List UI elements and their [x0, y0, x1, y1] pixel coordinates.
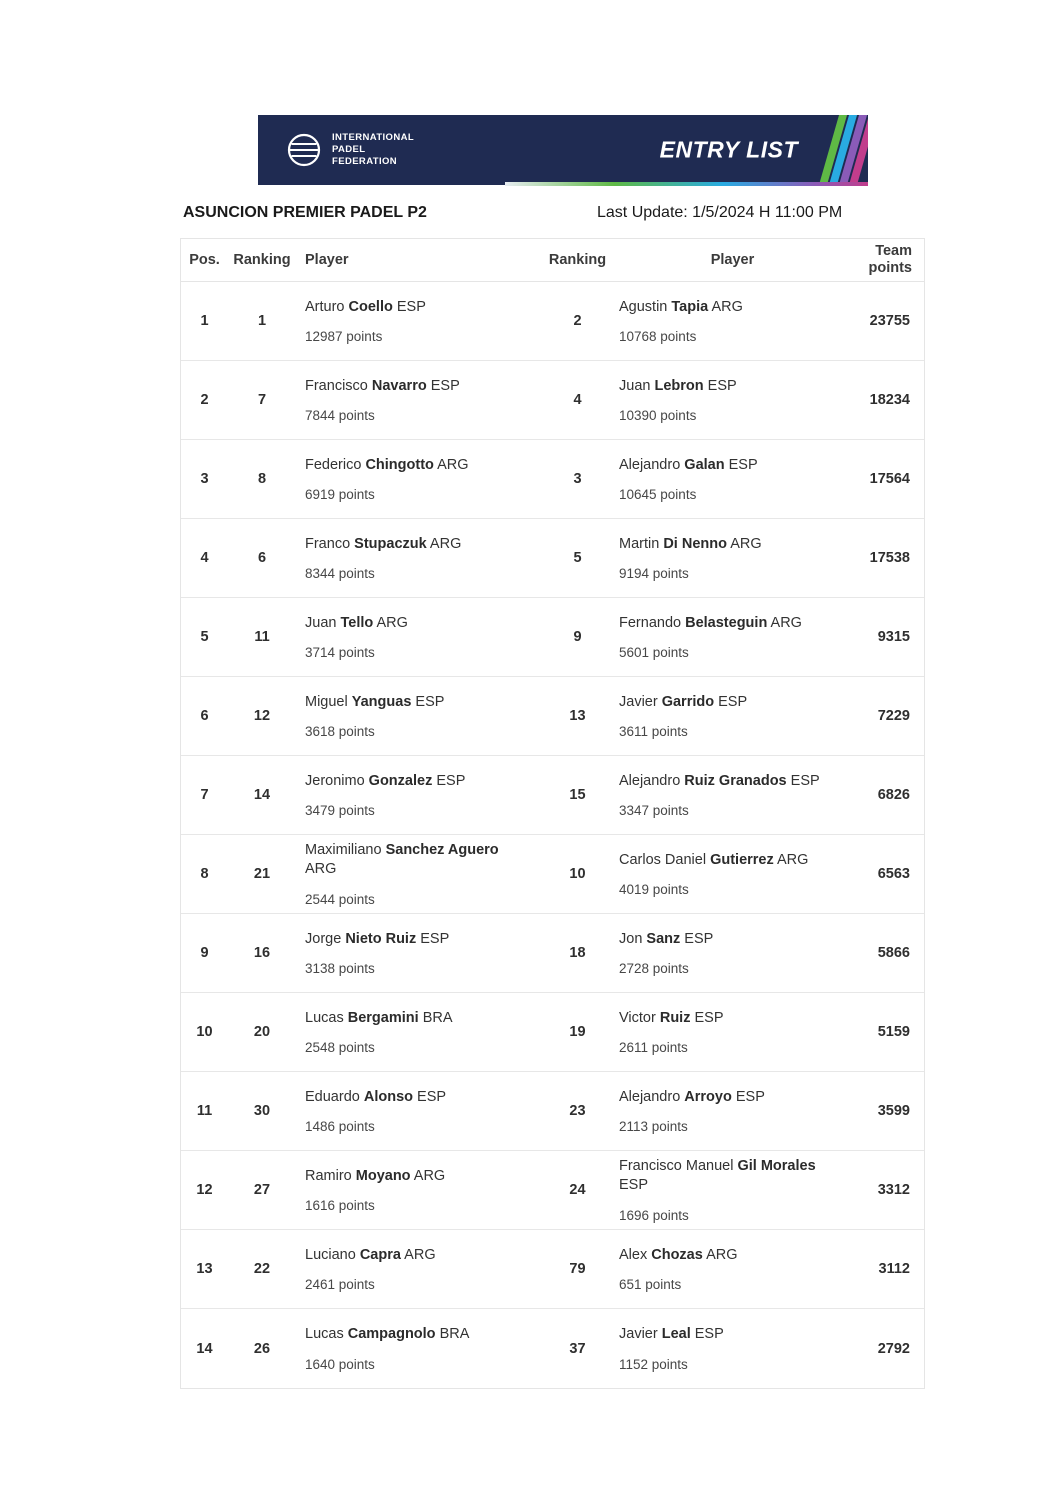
- player2-ranking: 24: [569, 1182, 586, 1198]
- player2-points: 10390 points: [619, 408, 697, 424]
- player2-cell: [611, 756, 854, 834]
- player1-ranking: 7: [257, 392, 267, 408]
- player1-country: ARG: [429, 535, 462, 552]
- team-points-value: 2792: [877, 1340, 910, 1357]
- player2-cell: [611, 1230, 854, 1308]
- player2-name: [619, 772, 840, 791]
- player1-cell: [296, 598, 544, 676]
- player2-points: 3611 points: [619, 724, 688, 740]
- player2-first-name: Jon: [619, 930, 643, 947]
- player1-country: BRA: [422, 1009, 453, 1026]
- player2-last-name: Gutierrez: [710, 851, 774, 868]
- position-value: 9: [200, 945, 209, 961]
- player2-ranking: 4: [573, 392, 582, 408]
- player1-ranking: 16: [253, 945, 271, 961]
- player2-first-name: Alejandro: [619, 456, 681, 473]
- player2-name: [619, 298, 840, 317]
- player1-ranking: 11: [254, 629, 270, 645]
- player2-name: [619, 693, 840, 712]
- player2-first-name: Alejandro: [619, 772, 681, 789]
- player1-last-name: Campagnolo: [347, 1326, 436, 1343]
- player1-name: [305, 1088, 530, 1107]
- player2-ranking: 23: [569, 1103, 586, 1119]
- player1-ranking: 8: [257, 471, 267, 487]
- player1-points: 3714 points: [305, 645, 375, 661]
- tournament-title: ASUNCION PREMIER PADEL P2: [183, 204, 427, 221]
- player2-ranking: 2: [573, 313, 582, 329]
- player1-last-name: Stupaczuk: [354, 535, 427, 552]
- player1-points: 3618 points: [305, 724, 375, 740]
- team-points-value: 9315: [877, 629, 910, 645]
- player1-country: ESP: [420, 930, 450, 947]
- table-row: [181, 1151, 924, 1230]
- player2-last-name: Sanz: [646, 930, 681, 947]
- player1-cell: [296, 677, 544, 755]
- header-pos: Pos.: [189, 251, 220, 268]
- player2-cell: [611, 993, 854, 1071]
- player2-cell: [611, 914, 854, 992]
- table-row: [181, 1309, 924, 1388]
- player1-country: ESP: [417, 1088, 447, 1105]
- player1-cell: [296, 914, 544, 992]
- player1-first-name: Jorge: [305, 930, 342, 947]
- position-value: 6: [200, 708, 209, 724]
- player1-name: [305, 841, 530, 879]
- player1-last-name: Chingotto: [365, 456, 434, 473]
- player2-last-name: Ruiz Granados: [684, 772, 787, 789]
- player2-points: 2611 points: [619, 1040, 688, 1056]
- player2-country: ESP: [619, 1177, 649, 1193]
- player2-name: [619, 851, 840, 870]
- player1-country: ARG: [376, 614, 408, 631]
- player2-points: 1152 points: [619, 1356, 688, 1372]
- player2-cell: [611, 519, 854, 597]
- player2-country: ESP: [684, 930, 714, 947]
- position-value: 12: [196, 1182, 213, 1198]
- header-ranking-2: Ranking: [548, 251, 607, 268]
- player2-country: ARG: [706, 1246, 738, 1263]
- player1-points: 1616 points: [305, 1198, 375, 1214]
- player2-name: [619, 1325, 840, 1344]
- player2-ranking: 13: [569, 708, 586, 724]
- position-value: 8: [200, 866, 209, 882]
- player2-points: 4019 points: [619, 882, 689, 898]
- player1-first-name: Miguel: [305, 693, 348, 710]
- player2-ranking: 18: [569, 945, 586, 961]
- player2-name: [619, 930, 840, 949]
- player1-first-name: Francisco: [305, 377, 368, 394]
- team-points-value: 6563: [877, 866, 910, 882]
- player1-name: [305, 693, 530, 712]
- player2-first-name: Martin: [619, 535, 660, 552]
- player2-points: 2113 points: [619, 1119, 688, 1135]
- player2-name: [619, 614, 840, 633]
- player1-country: ARG: [305, 861, 337, 877]
- player1-points: 12987 points: [305, 329, 383, 345]
- table-header: [181, 239, 924, 282]
- banner: [258, 115, 868, 185]
- player1-points: 2461 points: [305, 1277, 375, 1293]
- player1-first-name: Lucas: [305, 1009, 344, 1026]
- player2-first-name: Victor: [619, 1009, 656, 1026]
- team-points-value: 5866: [877, 945, 910, 961]
- table-row: [181, 598, 924, 677]
- player1-country: ESP: [430, 377, 460, 394]
- player1-ranking: 1: [257, 313, 267, 329]
- team-points-value: 23755: [869, 313, 910, 329]
- player1-ranking: 6: [257, 550, 267, 566]
- player1-cell: [296, 835, 544, 913]
- player1-first-name: Maximiliano: [305, 842, 382, 859]
- team-points-value: 18234: [869, 392, 910, 408]
- position-value: 11: [196, 1103, 213, 1119]
- player1-cell: [296, 993, 544, 1071]
- player2-last-name: Belasteguin: [685, 614, 768, 631]
- player2-last-name: Gil Morales: [737, 1158, 816, 1175]
- entry-list-title: ENTRY LIST: [659, 136, 798, 163]
- player2-first-name: Juan: [619, 377, 651, 394]
- player1-last-name: Tello: [340, 614, 374, 631]
- player1-first-name: Lucas: [305, 1326, 344, 1343]
- player2-country: ESP: [728, 456, 758, 473]
- player2-last-name: Lebron: [654, 377, 704, 394]
- player1-last-name: Moyano: [355, 1167, 411, 1184]
- player2-cell: [611, 1309, 854, 1388]
- player2-name: [619, 1246, 840, 1265]
- player1-ranking: 20: [253, 1024, 271, 1040]
- player1-points: 3479 points: [305, 803, 375, 819]
- player1-cell: [296, 282, 544, 360]
- player2-last-name: Galan: [684, 456, 725, 473]
- player2-name: [619, 1009, 840, 1028]
- player1-first-name: Eduardo: [305, 1088, 360, 1105]
- player1-ranking: 30: [253, 1103, 271, 1119]
- player1-first-name: Jeronimo: [305, 772, 365, 789]
- player1-ranking: 22: [253, 1261, 271, 1277]
- position-value: 1: [200, 313, 209, 329]
- player2-points: 3347 points: [619, 803, 689, 819]
- player2-ranking: 3: [573, 471, 582, 487]
- team-points-value: 17538: [869, 550, 910, 566]
- player2-country: ARG: [711, 298, 743, 315]
- table-row: [181, 993, 924, 1072]
- player1-first-name: Franco: [305, 535, 351, 552]
- team-points-value: 6826: [877, 787, 910, 803]
- table-body: [181, 282, 924, 1388]
- player1-cell: [296, 756, 544, 834]
- player2-points: 1696 points: [619, 1207, 689, 1223]
- player1-name: [305, 614, 530, 633]
- table-row: [181, 1072, 924, 1151]
- player2-first-name: Francisco Manuel: [619, 1158, 734, 1175]
- player1-ranking: 14: [253, 787, 271, 803]
- player2-country: ARG: [776, 851, 809, 868]
- player2-last-name: Arroyo: [684, 1088, 732, 1105]
- header-player-2: Player: [710, 251, 755, 268]
- player2-first-name: Agustin: [619, 298, 668, 315]
- player1-points: 3138 points: [305, 961, 375, 977]
- table-row: [181, 914, 924, 993]
- table-row: [181, 282, 924, 361]
- player2-cell: [611, 361, 854, 439]
- player2-last-name: Garrido: [661, 693, 715, 710]
- player2-name: [619, 1088, 840, 1107]
- player2-country: ESP: [707, 377, 737, 394]
- player2-first-name: Alex: [619, 1246, 648, 1263]
- player1-points: 1486 points: [305, 1119, 375, 1135]
- player1-points: 1640 points: [305, 1356, 375, 1372]
- player2-country: ESP: [694, 1009, 724, 1026]
- player1-points: 2548 points: [305, 1040, 375, 1056]
- player1-cell: [296, 361, 544, 439]
- position-value: 10: [196, 1024, 213, 1040]
- player2-first-name: Alejandro: [619, 1088, 681, 1105]
- banner-underline: [505, 182, 868, 186]
- player2-points: 9194 points: [619, 566, 689, 582]
- position-value: 4: [200, 550, 209, 566]
- entry-table: [180, 238, 925, 1389]
- player2-country: ESP: [790, 772, 820, 789]
- player1-ranking: 27: [253, 1182, 271, 1198]
- table-row: [181, 1230, 924, 1309]
- ipf-logo-text: [332, 132, 414, 168]
- player1-name: [305, 1325, 530, 1344]
- player2-points: 651 points: [619, 1277, 682, 1293]
- player2-ranking: 19: [569, 1024, 586, 1040]
- player1-name: [305, 772, 530, 791]
- header-team-points: Team points: [868, 243, 912, 276]
- player1-last-name: Nieto Ruiz: [345, 930, 417, 947]
- player2-points: 2728 points: [619, 961, 689, 977]
- player2-points: 10645 points: [619, 487, 697, 503]
- player2-name: [619, 456, 840, 475]
- player1-cell: [296, 1072, 544, 1150]
- player2-name: [619, 1157, 840, 1195]
- player1-country: ESP: [396, 298, 426, 315]
- player2-ranking: 15: [569, 787, 586, 803]
- player2-country: ARG: [770, 614, 802, 631]
- player1-last-name: Bergamini: [347, 1009, 419, 1026]
- header-ranking-1: Ranking: [233, 251, 291, 268]
- player2-country: ESP: [735, 1088, 765, 1105]
- player2-ranking: 5: [573, 550, 582, 566]
- player1-last-name: Alonso: [363, 1088, 413, 1105]
- player2-ranking: 10: [569, 866, 586, 882]
- last-update-text: Last Update: 1/5/2024 H 11:00 PM: [597, 204, 843, 221]
- player1-name: [305, 1246, 530, 1265]
- player2-country: ARG: [730, 535, 762, 552]
- team-points-value: 3599: [877, 1103, 910, 1119]
- player2-cell: [611, 1151, 854, 1229]
- table-row: [181, 756, 924, 835]
- player2-points: 5601 points: [619, 645, 689, 661]
- player1-country: ARG: [437, 456, 469, 473]
- table-row: [181, 677, 924, 756]
- player1-points: 2544 points: [305, 891, 375, 907]
- player2-ranking: 9: [573, 629, 582, 645]
- player2-name: [619, 377, 840, 396]
- position-value: 5: [200, 629, 209, 645]
- player2-name: [619, 535, 840, 554]
- position-value: 14: [196, 1340, 213, 1357]
- player1-cell: [296, 1151, 544, 1229]
- player2-cell: [611, 677, 854, 755]
- position-value: 2: [200, 392, 209, 408]
- position-value: 13: [196, 1261, 213, 1277]
- player1-cell: [296, 440, 544, 518]
- player1-name: [305, 377, 530, 396]
- player2-country: ESP: [694, 1326, 724, 1343]
- player1-country: BRA: [439, 1326, 470, 1343]
- team-points-value: 7229: [877, 708, 910, 724]
- player1-name: [305, 535, 530, 554]
- header-player-1: Player: [305, 251, 349, 268]
- player2-last-name: Tapia: [671, 298, 709, 315]
- position-value: 3: [200, 471, 209, 487]
- player1-points: 6919 points: [305, 487, 375, 503]
- ipf-logo-icon: [286, 132, 322, 168]
- player2-first-name: Carlos Daniel: [619, 851, 707, 868]
- position-value: 7: [200, 787, 209, 803]
- player1-first-name: Juan: [305, 614, 337, 631]
- ipf-logo-text-line1: INTERNATIONAL: [332, 132, 415, 144]
- ipf-logo: [286, 132, 414, 168]
- player1-points: 7844 points: [305, 408, 375, 424]
- player2-last-name: Leal: [661, 1326, 691, 1343]
- player1-last-name: Capra: [359, 1246, 401, 1263]
- player2-last-name: Ruiz: [659, 1009, 691, 1026]
- player1-cell: [296, 1309, 544, 1388]
- player1-country: ARG: [413, 1167, 446, 1184]
- player1-name: [305, 930, 530, 949]
- player2-ranking: 79: [569, 1261, 586, 1277]
- player1-country: ESP: [415, 693, 445, 710]
- player2-cell: [611, 835, 854, 913]
- player2-cell: [611, 1072, 854, 1150]
- team-points-value: 3312: [877, 1182, 910, 1198]
- player1-points: 8344 points: [305, 566, 375, 582]
- player1-first-name: Federico: [305, 456, 362, 473]
- player1-country: ESP: [436, 772, 466, 789]
- player1-name: [305, 1167, 530, 1186]
- player1-last-name: Gonzalez: [368, 772, 433, 789]
- player1-name: [305, 456, 530, 475]
- player2-first-name: Javier: [619, 1326, 658, 1343]
- player2-cell: [611, 440, 854, 518]
- team-points-value: 17564: [869, 471, 910, 487]
- player2-last-name: Chozas: [651, 1246, 703, 1263]
- player1-ranking: 12: [253, 708, 271, 724]
- player1-last-name: Sanchez Aguero: [385, 842, 499, 859]
- player1-cell: [296, 1230, 544, 1308]
- player2-last-name: Di Nenno: [663, 535, 727, 552]
- player1-first-name: Luciano: [305, 1246, 356, 1263]
- ipf-logo-text-line3: FEDERATION: [332, 155, 398, 167]
- player2-country: ESP: [718, 693, 748, 710]
- player1-ranking: 26: [253, 1340, 271, 1357]
- table-row: [181, 519, 924, 598]
- player1-last-name: Yanguas: [351, 693, 412, 710]
- player2-points: 10768 points: [619, 329, 697, 345]
- player2-cell: [611, 282, 854, 360]
- player1-name: [305, 298, 530, 317]
- team-points-value: 5159: [877, 1024, 910, 1040]
- player1-ranking: 21: [253, 866, 271, 882]
- player1-last-name: Navarro: [371, 377, 427, 394]
- player1-cell: [296, 519, 544, 597]
- table-row: [181, 361, 924, 440]
- team-points-value: 3112: [878, 1261, 910, 1277]
- player1-country: ARG: [404, 1246, 436, 1263]
- player1-first-name: Ramiro: [305, 1167, 352, 1184]
- player2-first-name: Javier: [619, 693, 658, 710]
- player1-last-name: Coello: [348, 298, 393, 315]
- table-row: [181, 835, 924, 914]
- table-row: [181, 440, 924, 519]
- player1-first-name: Arturo: [305, 298, 345, 315]
- player1-name: [305, 1009, 530, 1028]
- player2-ranking: 37: [569, 1340, 586, 1357]
- player2-cell: [611, 598, 854, 676]
- ipf-logo-text-line2: PADEL: [332, 144, 366, 156]
- player2-first-name: Fernando: [619, 614, 682, 631]
